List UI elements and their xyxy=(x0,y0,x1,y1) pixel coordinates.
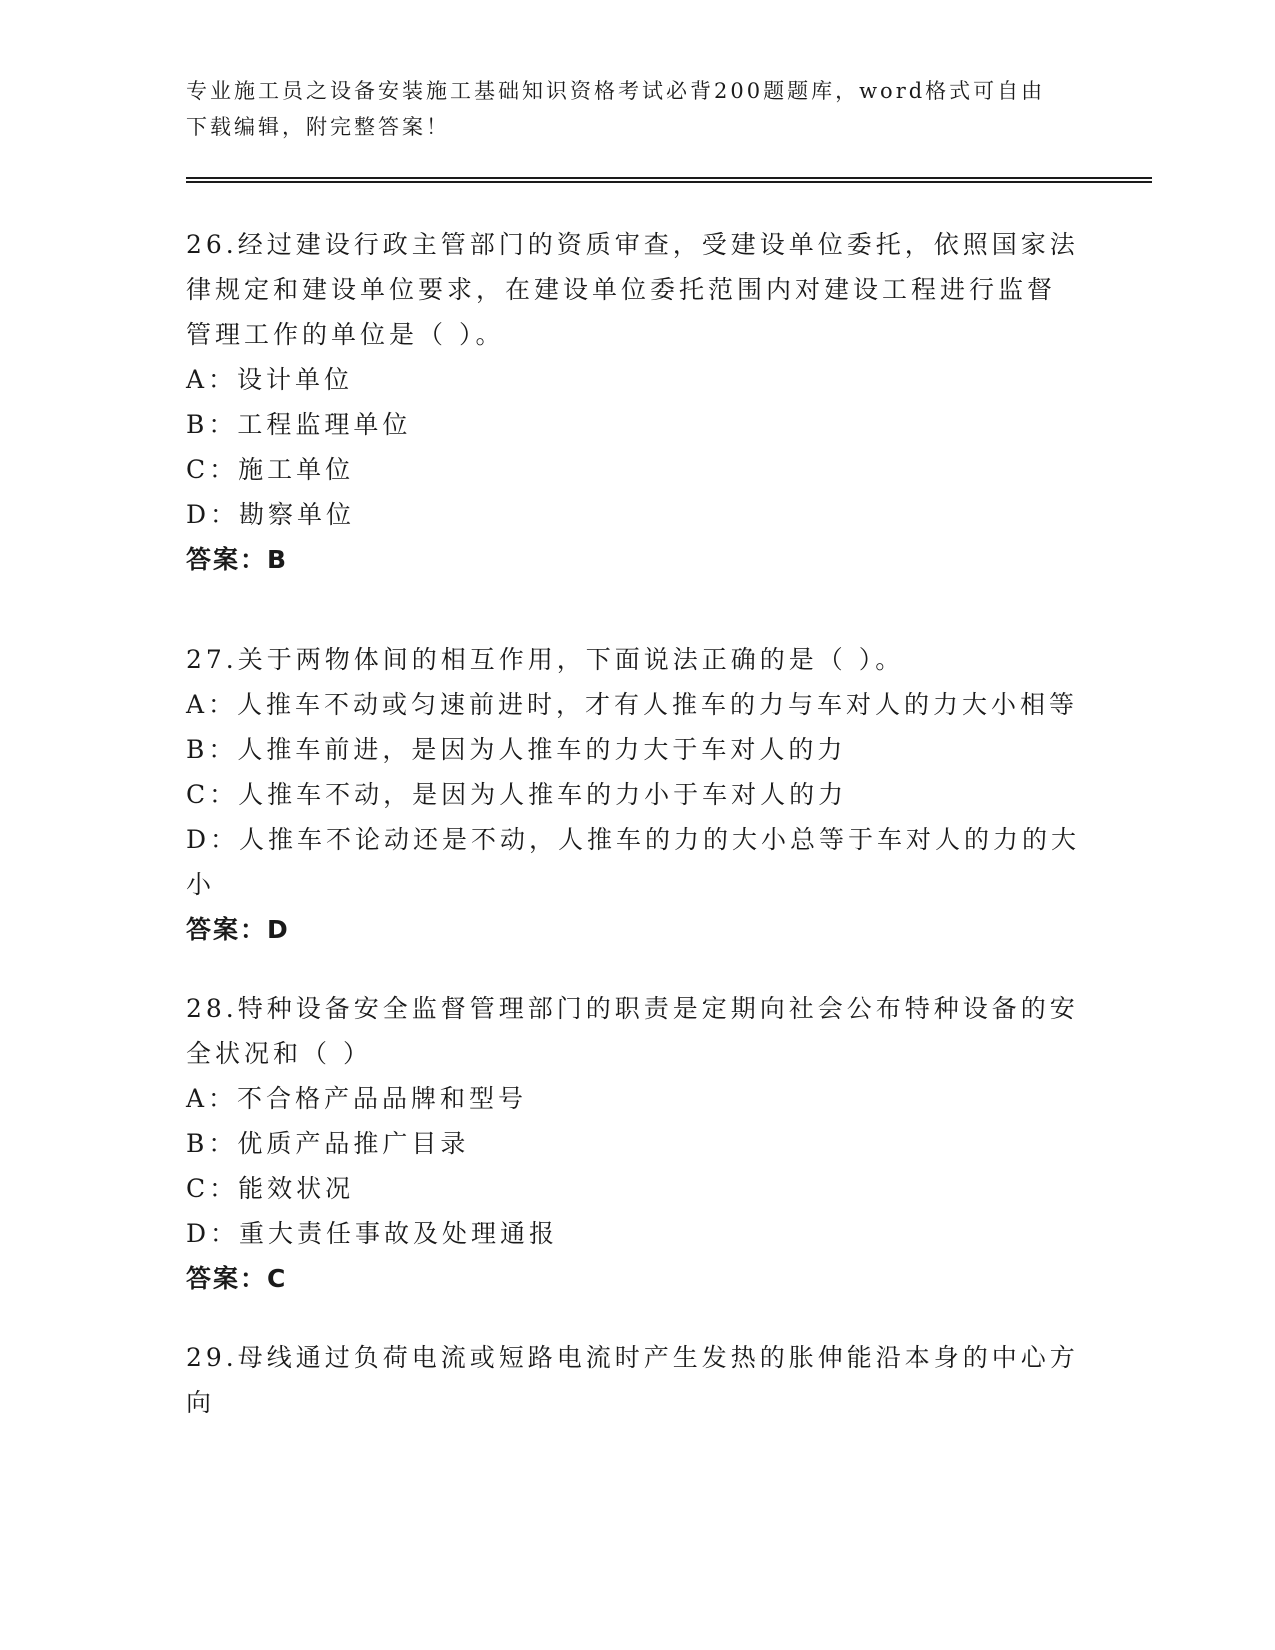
document-header xyxy=(186,73,1086,145)
option-b: B：优质产品推广目录 xyxy=(186,1129,470,1158)
option-b: B：人推车前进，是因为人推车的力大于车对人的力 xyxy=(186,735,847,764)
header-divider xyxy=(186,177,1152,183)
question-28 xyxy=(186,986,1086,1301)
header-line-1: 专业施工员之设备安装施工基础知识资格考试必背200题题库，word格式可自由 xyxy=(186,79,1046,103)
question-stem-line: 管理工作的单位是（ ）。 xyxy=(186,320,505,349)
question-27 xyxy=(186,637,1086,952)
option-a: A：人推车不动或匀速前进时，才有人推车的力与车对人的力大小相等 xyxy=(186,690,1079,719)
option-a: A：不合格产品品牌和型号 xyxy=(186,1084,528,1113)
option-d-continued: 小 xyxy=(186,870,216,899)
option-c: C：施工单位 xyxy=(186,455,355,484)
option-b: B：工程监理单位 xyxy=(186,410,412,439)
question-26 xyxy=(186,222,1086,582)
option-a: A：设计单位 xyxy=(186,365,354,394)
question-stem-line: 全状况和（ ） xyxy=(186,1039,372,1068)
header-line-2: 下载编辑，附完整答案！ xyxy=(186,115,450,139)
question-stem-line: 律规定和建设单位要求，在建设单位委托范围内对建设工程进行监督 xyxy=(186,275,1057,304)
question-stem-line: 27.关于两物体间的相互作用，下面说法正确的是（ ）。 xyxy=(186,645,905,674)
option-d: D：重大责任事故及处理通报 xyxy=(186,1219,559,1248)
option-d: D：勘察单位 xyxy=(186,500,356,529)
question-stem-line: 28.特种设备安全监督管理部门的职责是定期向社会公布特种设备的安 xyxy=(186,994,1079,1023)
question-stem-line: 29.母线通过负荷电流或短路电流时产生发热的胀伸能沿本身的中心方 xyxy=(186,1343,1079,1372)
answer-label: 答案：C xyxy=(186,1264,288,1293)
option-c: C：人推车不动，是因为人推车的力小于车对人的力 xyxy=(186,780,848,809)
question-stem-line: 26.经过建设行政主管部门的资质审查，受建设单位委托，依照国家法 xyxy=(186,230,1079,259)
answer-label: 答案：D xyxy=(186,915,290,944)
answer-label: 答案：B xyxy=(186,545,289,574)
option-d: D：人推车不论动还是不动，人推车的力的大小总等于车对人的力的大 xyxy=(186,825,1081,854)
option-c: C：能效状况 xyxy=(186,1174,355,1203)
question-29 xyxy=(186,1335,1086,1425)
question-stem-line: 向 xyxy=(186,1388,216,1417)
